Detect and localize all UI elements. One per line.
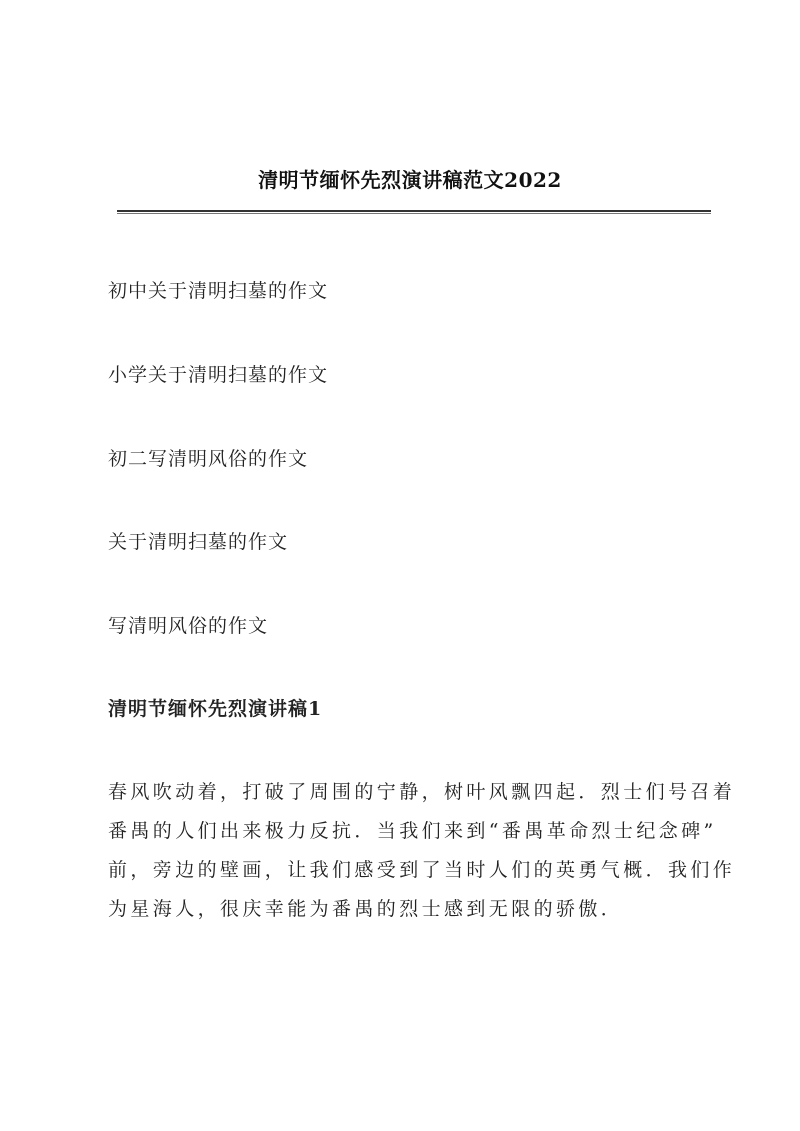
related-article-link[interactable]: 初二写清明风俗的作文 [108, 448, 309, 470]
related-article-link[interactable]: 初中关于清明扫墓的作文 [108, 280, 329, 302]
related-article-link[interactable]: 小学关于清明扫墓的作文 [108, 364, 329, 386]
title-divider [117, 210, 711, 214]
related-article-link[interactable]: 写清明风俗的作文 [108, 615, 269, 637]
paragraph-line: 为星海人，很庆幸能为番禺的烈士感到无限的骄傲． [108, 898, 624, 920]
paragraph-line: 春风吹动着，打破了周围的宁静，树叶风飘四起．烈士们号召着 [108, 781, 736, 803]
paragraph-line: 番禺的人们出来极力反抗．当我们来到“番禺革命烈士纪念碑” [108, 820, 717, 842]
body-paragraph [108, 773, 736, 929]
document-title: 清明节缅怀先烈演讲稿范文2022 [258, 168, 562, 192]
paragraph-line: 前，旁边的壁画，让我们感受到了当时人们的英勇气概．我们作 [108, 859, 736, 881]
related-article-link[interactable]: 关于清明扫墓的作文 [108, 531, 289, 553]
section-heading: 清明节缅怀先烈演讲稿1 [108, 698, 323, 720]
